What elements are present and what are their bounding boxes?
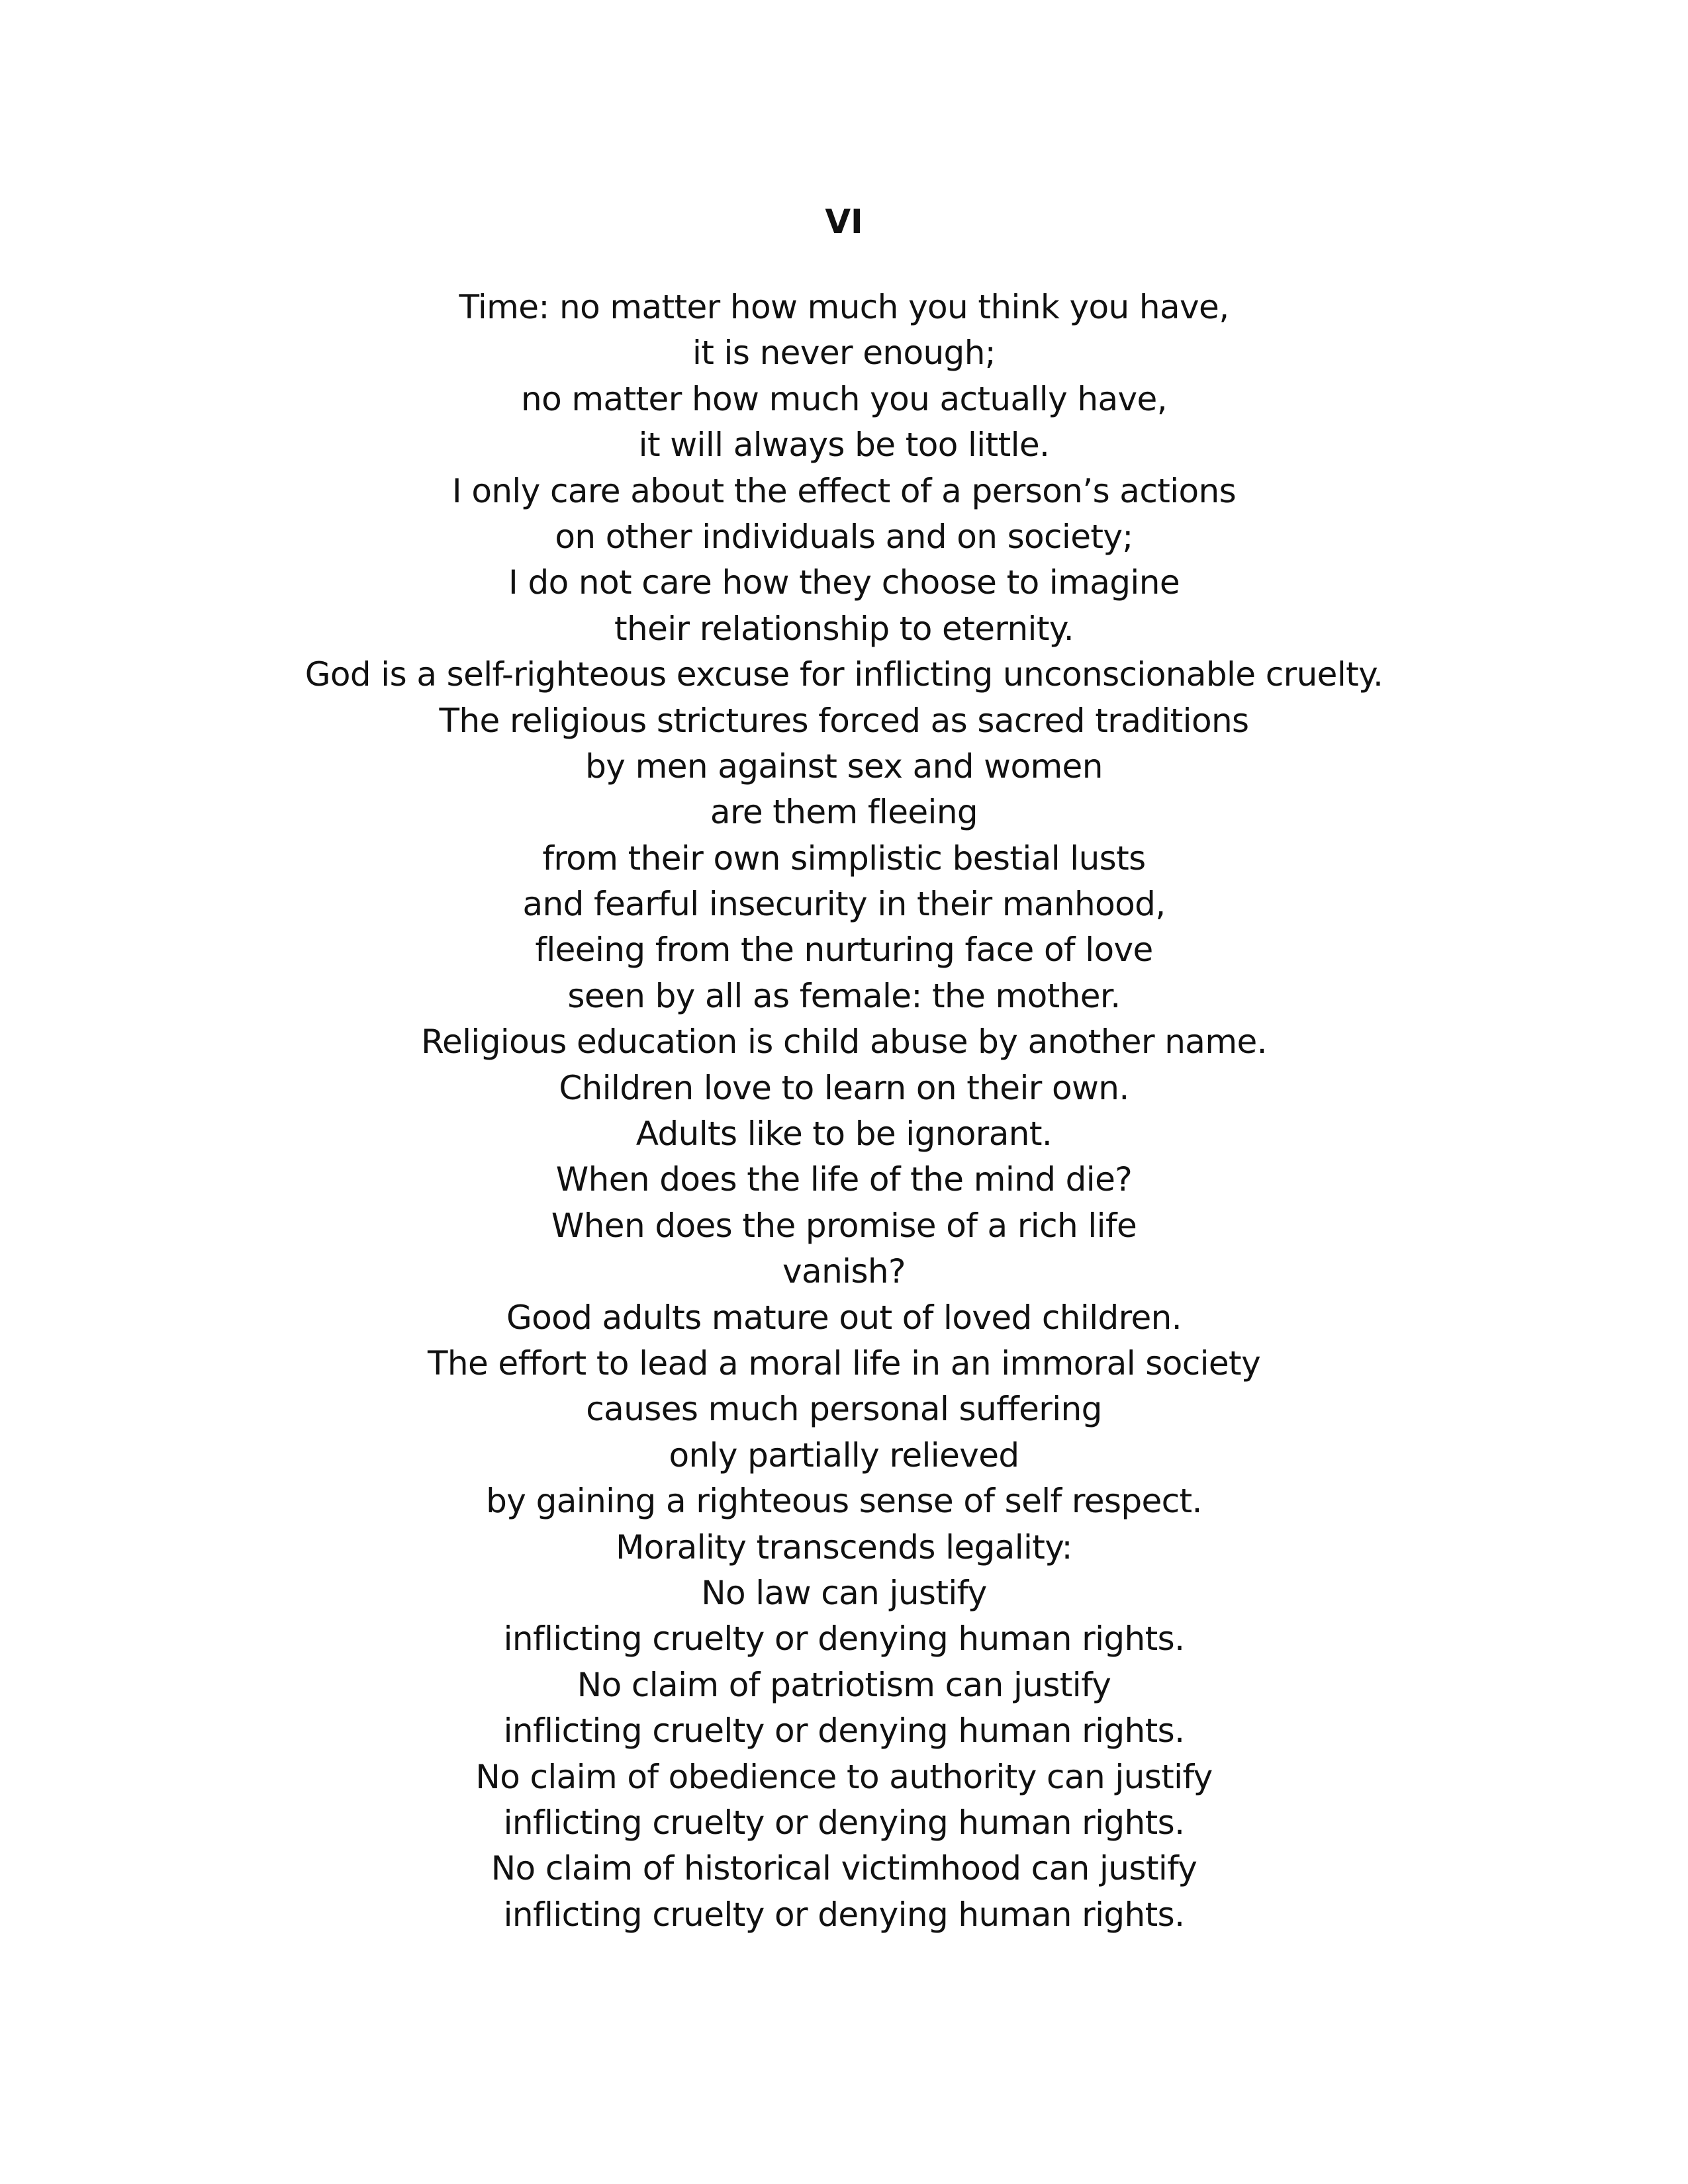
- poem-line: it will always be too little.: [638, 426, 1050, 465]
- poem-line: Time: no matter how much you think you have,: [459, 288, 1229, 326]
- poem-line: by men against sex and women: [585, 747, 1103, 786]
- poem-line: I do not care how they choose to imagine: [508, 563, 1180, 602]
- poem-line: The effort to lead a moral life in an immoral society: [427, 1343, 1261, 1383]
- poem-line: their relationship to eternity.: [614, 609, 1074, 648]
- poem-line: on other individuals and on society;: [555, 517, 1133, 556]
- poem-line: No claim of patriotism can justify: [577, 1665, 1111, 1704]
- poem-line: When does the promise of a rich life: [551, 1206, 1137, 1245]
- poem-line: are them fleeing: [710, 793, 978, 832]
- poem-line: No law can justify: [701, 1573, 987, 1612]
- poem-line: Good adults mature out of loved children.: [506, 1298, 1182, 1337]
- poem-line: fleeing from the nurturing face of love: [535, 931, 1153, 970]
- poem-line: it is never enough;: [692, 334, 996, 373]
- poem-line: from their own simplistic bestial lusts: [542, 839, 1146, 878]
- poem-line: vanish?: [782, 1252, 906, 1291]
- section-heading: VI: [825, 203, 863, 241]
- poem-line: seen by all as female: the mother.: [567, 976, 1121, 1015]
- poem-line: Religious education is child abuse by another name.: [421, 1023, 1267, 1062]
- poem-line: inflicting cruelty or denying human rights.: [503, 1895, 1185, 1934]
- poem-line: I only care about the effect of a person’s actions: [451, 471, 1237, 510]
- poem-line: Adults like to be ignorant.: [635, 1115, 1053, 1154]
- poem-line: inflicting cruelty or denying human rights.: [503, 1711, 1185, 1751]
- poem-line: God is a self-righteous excuse for inflicting unconscionable cruelty.: [305, 655, 1383, 694]
- poem-line: Morality transcends legality:: [616, 1527, 1072, 1567]
- poem-line: no matter how much you actually have,: [521, 379, 1167, 418]
- poem-line: by gaining a righteous sense of self respect.: [486, 1482, 1202, 1521]
- poem-line: only partially relieved: [669, 1435, 1019, 1475]
- poem-line: The religious strictures forced as sacred traditions: [439, 701, 1249, 740]
- poem-line: inflicting cruelty or denying human rights.: [503, 1619, 1185, 1659]
- poem-line: No claim of historical victimhood can justify: [491, 1849, 1197, 1888]
- poem-line: When does the life of the mind die?: [555, 1160, 1133, 1199]
- poem-line: inflicting cruelty or denying human rights.: [503, 1803, 1185, 1842]
- poem-line: No claim of obedience to authority can justify: [475, 1757, 1213, 1796]
- poem-line: Children love to learn on their own.: [559, 1068, 1129, 1107]
- poem-line: and fearful insecurity in their manhood,: [522, 885, 1166, 924]
- poem-line: causes much personal suffering: [586, 1390, 1102, 1429]
- poem-body: [0, 285, 1688, 1938]
